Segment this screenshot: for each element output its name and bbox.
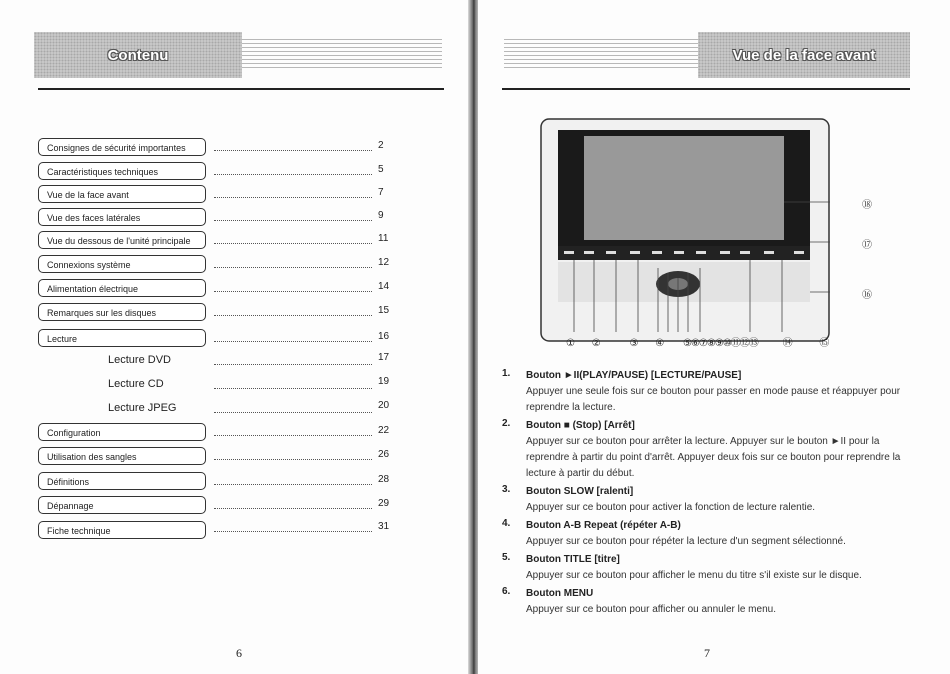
toc-page: 29 <box>378 498 390 509</box>
toc-entry[interactable]: Connexions système <box>38 255 206 273</box>
toc-leader <box>214 331 372 342</box>
callout-1: ① <box>566 338 575 349</box>
toc-leader <box>214 164 372 175</box>
header-hatch <box>504 38 698 68</box>
toc-entry[interactable]: Caractéristiques techniques <box>38 162 206 180</box>
header-hatch <box>242 38 442 68</box>
front-view-title: Vue de la face avant <box>732 46 876 64</box>
toc-page: 2 <box>378 140 384 151</box>
toc-subentry[interactable]: Lecture CD <box>108 378 164 390</box>
toc-leader <box>214 521 372 532</box>
item-heading: Bouton ■ (Stop) [Arrêt] <box>526 420 635 431</box>
toc-leader <box>214 449 372 460</box>
toc-entry[interactable]: Remarques sur les disques <box>38 303 206 321</box>
right-page <box>478 0 950 674</box>
toc-leader <box>214 402 372 413</box>
callout-3: ③ <box>629 338 639 349</box>
toc-page: 28 <box>378 474 390 485</box>
toc-page: 19 <box>378 376 390 387</box>
item-heading: Bouton ►II(PLAY/PAUSE) [LECTURE/PAUSE] <box>526 370 742 381</box>
toc-entry[interactable]: Vue du dessous de l'unité principale <box>38 231 206 249</box>
callout-4: ④ <box>655 338 665 349</box>
toc-leader <box>214 281 372 292</box>
item-number: 4. <box>502 518 511 529</box>
toc-entry[interactable]: Dépannage <box>38 496 206 514</box>
item-description: Appuyer sur ce bouton pour afficher ou annuler le menu. <box>526 604 776 615</box>
toc-page: 11 <box>378 233 389 244</box>
toc-leader <box>214 187 372 198</box>
toc-page: 22 <box>378 425 390 436</box>
toc-page: 12 <box>378 257 390 268</box>
toc-leader <box>214 305 372 316</box>
item-heading: Bouton SLOW [ralenti] <box>526 486 634 497</box>
toc-leader <box>214 354 372 365</box>
toc-leader <box>214 498 372 509</box>
callout-17: ⑰ <box>862 240 872 251</box>
toc-page: 5 <box>378 164 384 175</box>
toc-leader <box>214 257 372 268</box>
page-number-right: 7 <box>704 646 710 660</box>
toc-page: 26 <box>378 449 390 460</box>
toc-leader <box>214 210 372 221</box>
item-heading: Bouton TITLE [titre] <box>526 554 620 565</box>
toc-leader <box>214 378 372 389</box>
item-heading: Bouton MENU <box>526 588 594 599</box>
toc-leader <box>214 233 372 244</box>
item-description: Appuyer sur ce bouton pour activer la fonction de lecture ralentie. <box>526 502 816 513</box>
header-rule <box>502 88 910 90</box>
callout-16: ⑯ <box>862 290 872 301</box>
toc-leader <box>214 140 372 151</box>
item-heading: Bouton A-B Repeat (répéter A-B) <box>526 520 681 531</box>
toc-entry[interactable]: Configuration <box>38 423 206 441</box>
toc-page: 9 <box>378 210 384 221</box>
screen-display <box>584 136 784 240</box>
list-item <box>502 586 922 618</box>
button-description-list <box>502 368 922 620</box>
toc-entry[interactable]: Vue des faces latérales <box>38 208 206 226</box>
page-number-left: 6 <box>236 646 242 660</box>
list-item <box>502 418 922 482</box>
item-number: 2. <box>502 418 511 429</box>
item-description: Appuyer sur ce bouton pour arrêter la lecture. Appuyer sur le bouton ►II pour la reprendre à partir du point d'arrêt. Appuyer deux fois sur ce bouton pour reprendre la lecture à partir du début. <box>526 436 901 479</box>
toc-subentry[interactable]: Lecture JPEG <box>108 402 177 414</box>
toc-page: 31 <box>378 521 390 532</box>
callout-15: ⑮ <box>819 338 830 349</box>
toc-page: 17 <box>378 352 390 363</box>
toc-leader <box>214 425 372 436</box>
item-number: 5. <box>502 552 511 563</box>
toc-subentry[interactable]: Lecture DVD <box>108 354 171 366</box>
item-number: 6. <box>502 586 511 597</box>
dvd-player-illustration <box>540 118 830 342</box>
list-item <box>502 518 922 550</box>
callout-18: ⑱ <box>862 200 872 211</box>
toc-page: 14 <box>378 281 390 292</box>
item-description: Appuyer sur ce bouton pour répéter la lecture d'un segment sélectionné. <box>526 536 846 547</box>
callout-5-13: ⑤⑥⑦⑧⑨⑩⑪⑫⑬ <box>683 338 758 349</box>
toc-entry[interactable]: Vue de la face avant <box>38 185 206 203</box>
toc-leader <box>214 474 372 485</box>
callout-numbers-bottom <box>566 334 829 349</box>
item-description: Appuyer une seule fois sur ce bouton pour passer en mode pause et réappuyer pour reprendre la lecture. <box>526 386 901 413</box>
toc-entry[interactable]: Utilisation des sangles <box>38 447 206 465</box>
toc-page: 15 <box>378 305 390 316</box>
callout-14: ⑭ <box>782 338 793 349</box>
toc-page: 20 <box>378 400 390 411</box>
front-view-tab <box>698 32 910 78</box>
item-number: 3. <box>502 484 511 495</box>
toc-entry[interactable]: Définitions <box>38 472 206 490</box>
toc-page: 7 <box>378 187 384 198</box>
item-description: Appuyer sur ce bouton pour afficher le menu du titre s'il existe sur le disque. <box>526 570 862 581</box>
toc-entry[interactable]: Fiche technique <box>38 521 206 539</box>
contents-tab <box>34 32 242 78</box>
callout-2: ② <box>591 338 601 349</box>
toc-entry[interactable]: Lecture <box>38 329 206 347</box>
toc-entry[interactable]: Alimentation électrique <box>38 279 206 297</box>
list-item <box>502 552 922 584</box>
toc-entry[interactable]: Consignes de sécurité importantes <box>38 138 206 156</box>
list-item <box>502 368 922 416</box>
list-item <box>502 484 922 516</box>
toc-page: 16 <box>378 331 390 342</box>
item-number: 1. <box>502 368 511 379</box>
contents-title: Contenu <box>107 46 169 64</box>
header-rule <box>38 88 444 90</box>
left-page <box>0 0 470 674</box>
